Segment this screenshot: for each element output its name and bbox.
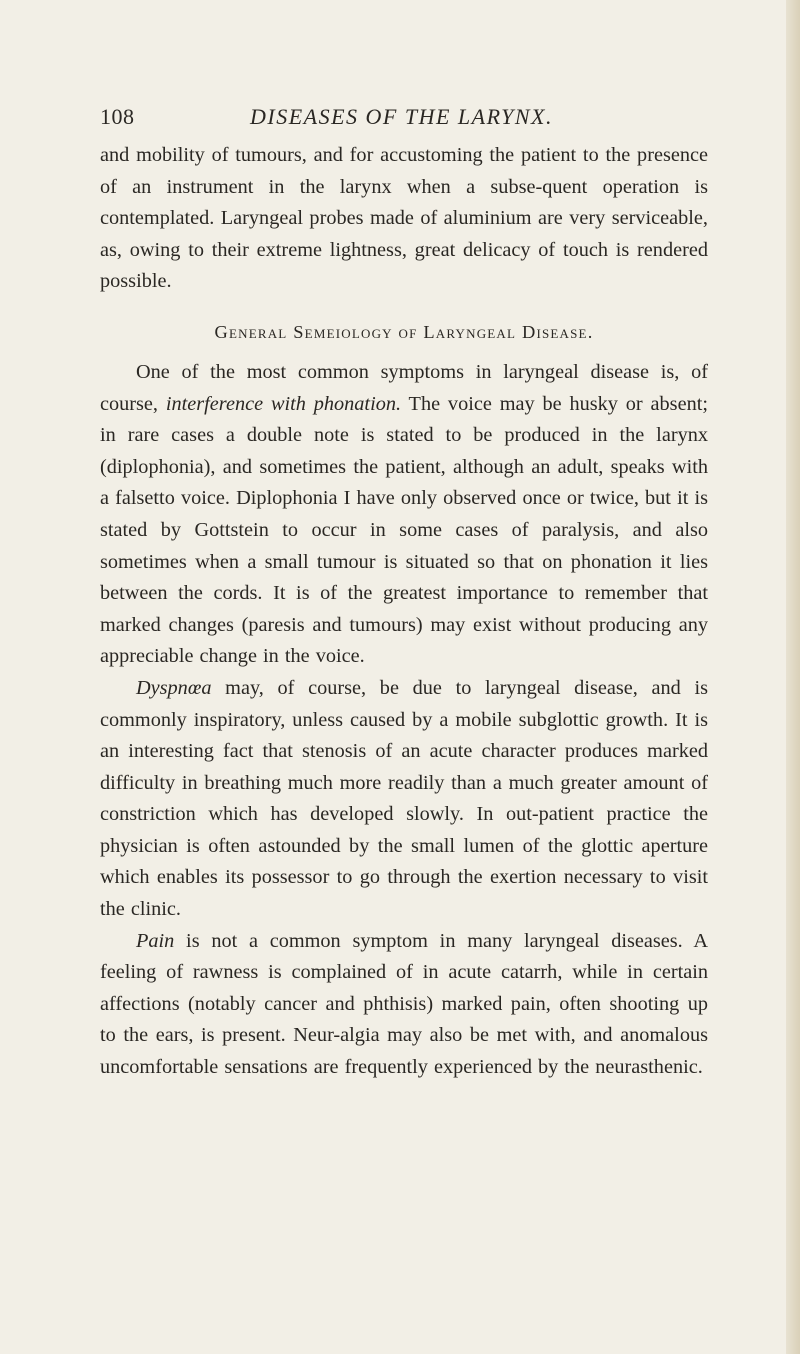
paragraph-text: is not a common symptom in many laryngeal diseases. A feeling of rawness is complained of in acute catarrh, while in certain affections (notably cancer and phthisis) marked pain, often shooting up to the ears, is present. Neur-algia may also be met with, and anomalous uncomfortable sensations are frequently experienced by the neurasthenic.	[100, 929, 708, 1079]
paragraph-text: One of the most common symptoms in laryngeal disease is, of course,	[100, 360, 708, 415]
paragraph-pain	[100, 926, 708, 1084]
emphasis-term: Pain	[136, 929, 175, 952]
paragraph-dyspnoea	[100, 673, 708, 926]
section-heading: General Semeiology of Laryngeal Disease.	[214, 321, 594, 342]
emphasis-term: Dyspnœa	[136, 676, 212, 699]
paragraph-text: may, of course, be due to laryngeal disease, and is commonly inspiratory, unless caused by a mobile subglottic growth. It is an interesting fact that stenosis of an acute character produces marked difficulty in breathing much more readily than a much greater amount of constriction which has developed slowly. In out-patient practice the physician is often astounded by the small lumen of the glottic aperture which enables its possessor to go through the exertion necessary to visit the clinic.	[100, 676, 708, 921]
running-title: DISEASES OF THE LARYNX.	[250, 104, 553, 129]
page-edge	[786, 0, 800, 1354]
body-text	[100, 140, 708, 1084]
paragraph-text: The voice may be husky or absent; in rare cases a double note is stated to be produced in the larynx (diplophonia), and sometimes the patient, although an adult, speaks with a falsetto voice. Diplophonia I have only observed once or twice, but it is stated by Gottstein to occur in some cases of paralysis, and also sometimes when a small tumour is situated so that on phonation it lies between the cords. It is of the greatest importance to remember that marked changes (paresis and tumours) may exist without producing any appreciable change in the voice.	[100, 392, 708, 668]
running-head	[100, 104, 708, 138]
paragraph-phonation	[100, 357, 708, 673]
book-page	[100, 104, 708, 1084]
emphasis-term: interference with phonation.	[165, 392, 402, 415]
page-number: 108	[100, 104, 135, 129]
paragraph-continuation: and mobility of tumours, and for accustoming the patient to the presence of an instrument in the larynx when a subse-quent operation is contemplated. Laryngeal probes made of aluminium are very serviceable, as, owing to their extreme lightness, great delicacy of touch is rendered possible.	[100, 144, 708, 293]
